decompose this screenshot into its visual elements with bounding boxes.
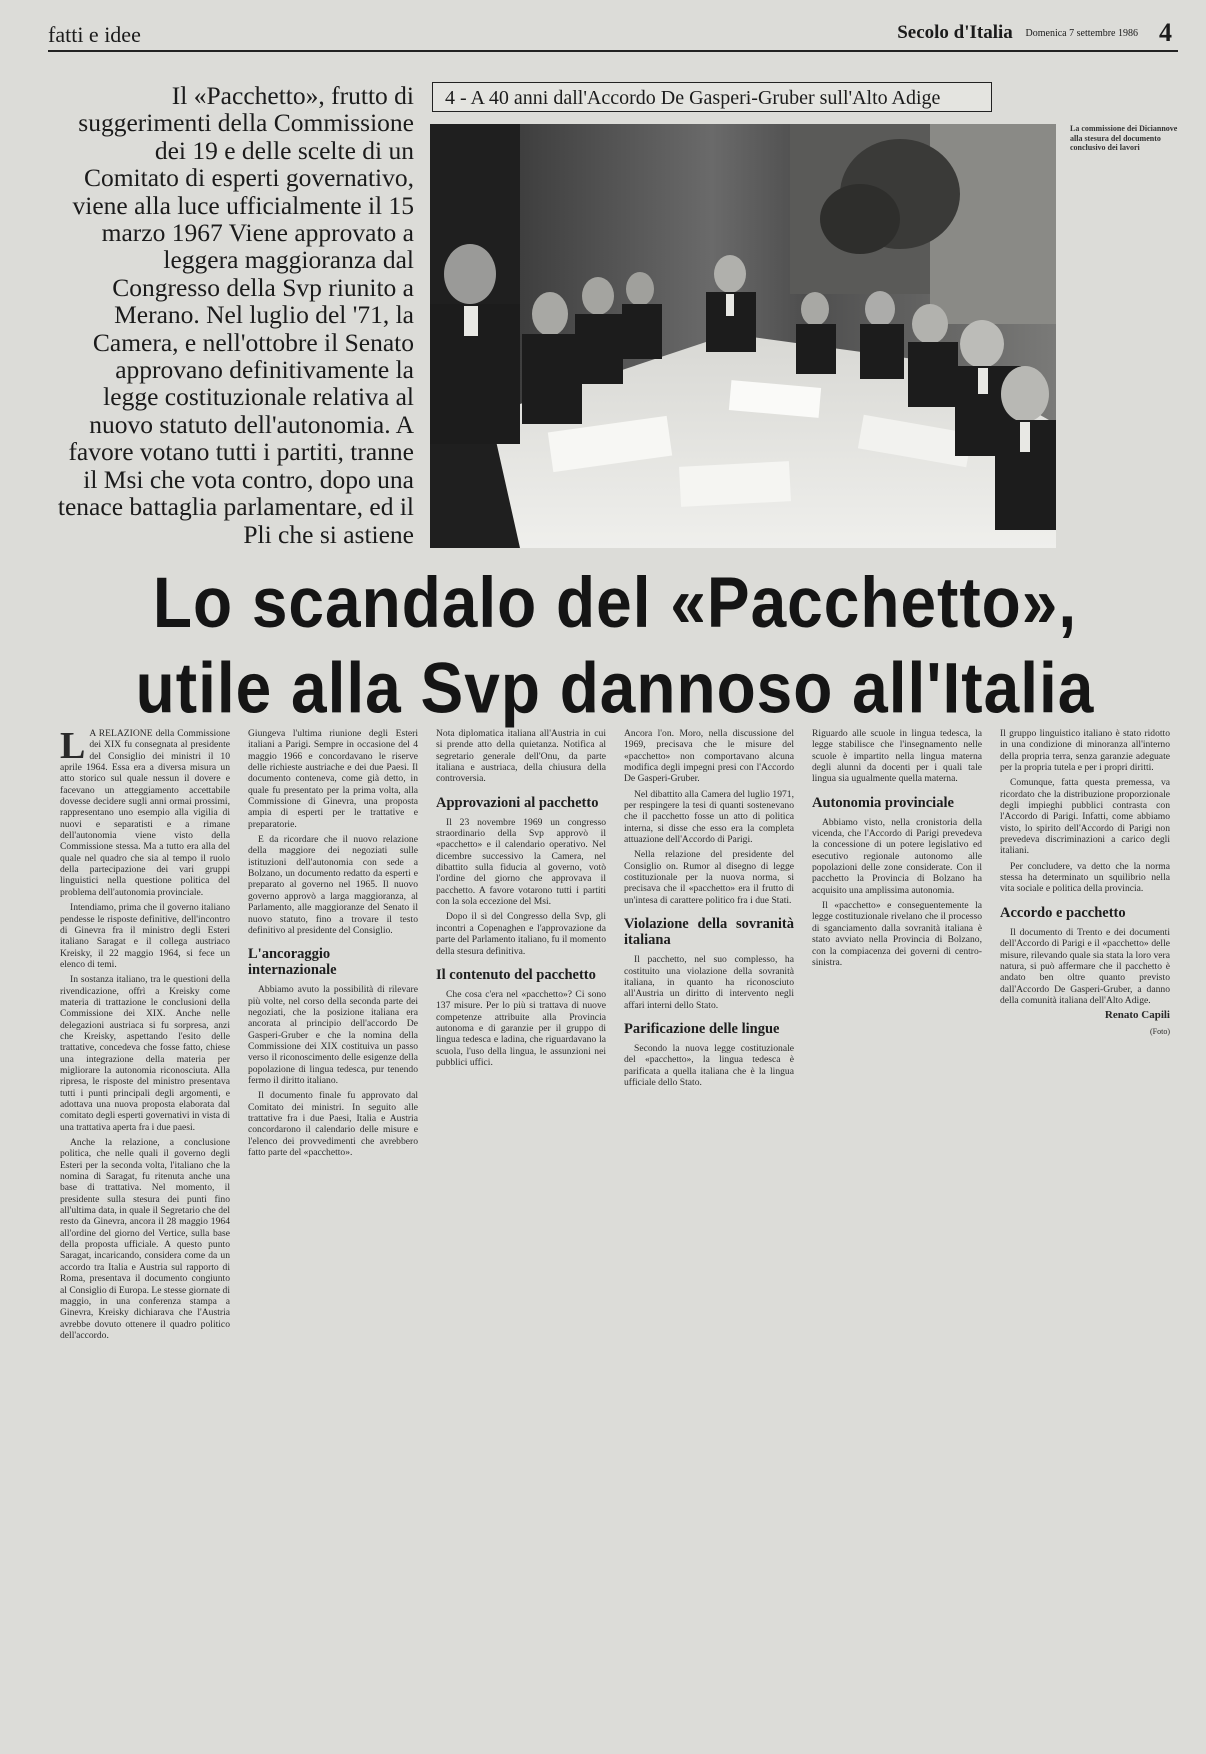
paragraph: Il pacchetto, nel suo complesso, ha costituito una violazione della sovranità italiana, in quanto ha riconosciuto all'Austria un diritto di intervento negli affari interni dello Stato. bbox=[624, 954, 794, 1011]
subheading: Parificazione delle lingue bbox=[624, 1020, 780, 1037]
paragraph: Il «pacchetto» e conseguentemente la legge costituzionale rivelano che il processo di sganciamento dalla sovranità italiana è stato avviato nella Provincia di Bolzano, con la compiacenza dei governi di centro-sinistra. bbox=[812, 900, 982, 968]
paragraph: Il gruppo linguistico italiano è stato ridotto in una condizione di minoranza all'interno della propria terra, senza garanzie adeguate per la propria tutela e per i propri diritti. bbox=[1000, 728, 1170, 774]
paragraph: Ancora l'on. Moro, nella discussione del 1969, precisava che le misure del «pacchetto» non comportavano alcuna modifica degli impegni presi con l'Accordo De Gasperi-Gruber. bbox=[624, 728, 794, 785]
section-name: fatti e idee bbox=[48, 22, 141, 47]
author-signature: Renato Capili bbox=[1104, 1009, 1170, 1022]
paragraph: Dopo il sì del Congresso della Svp, gli incontri a Copenaghen e l'approvazione da parte del Parlamento italiano, fu il momento della stesura definitiva. bbox=[436, 911, 606, 957]
newspaper-name: Secolo d'Italia bbox=[897, 22, 1013, 43]
subheading: Autonomia provinciale bbox=[812, 794, 954, 811]
subheading: Accordo e pacchetto bbox=[1000, 904, 1126, 921]
paragraph: E da ricordare che il nuovo relazione della maggiore dei negoziati sulle istituzioni dell'autonomia con sede a Bolzano, un documento redatto da esperti e preparato al governo nel 1965. Il nuovo governo approvò a larga maggioranza, al Parlamento, alle maggioranze del Senato il nuovo statuto, fino a trovare il testo definitivo al presidente del Consiglio. bbox=[248, 834, 418, 936]
paragraph: Secondo la nuova legge costituzionale del «pacchetto», la lingua tedesca è parificata a quella italiana che è la lingua ufficiale dello Stato. bbox=[624, 1042, 794, 1088]
paragraph: Riguardo alle scuole in lingua tedesca, la legge stabilisce che l'insegnamento nelle scuole è impartito nella lingua materna degli alunni da docenti per i quali tale lingua sia ugualmente quella materna. bbox=[812, 728, 982, 785]
header-rule bbox=[48, 50, 1178, 52]
issue-date: Domenica 7 settembre 1986 bbox=[1025, 28, 1138, 39]
paragraph: Il 23 novembre 1969 un congresso straordinario della Svp approvò il «pacchetto» e il calendario operativo. Nel dicembre successivo la Camera, nel dibattito sulla fiducia al governo, votò l'ordine del giorno che approvava il pacchetto. A favore votarono tutti i partiti con la sola eccezione del Msi. bbox=[436, 816, 606, 908]
paragraph: Comunque, fatta questa premessa, va ricordato che la distribuzione proporzionale degli impieghi pubblici contrasta con l'Accordo di Parigi. Infatti, come abbiamo visto, lo spirito dell'Accordo di Parigi non prevedeva discriminazioni a carico degli italiani. bbox=[1000, 777, 1170, 857]
paragraph: Che cosa c'era nel «pacchetto»? Ci sono 137 misure. Per lo più si trattava di nuove competenze attribuite alla Provincia autonoma e di garanzie per il gruppo di lingua tedesca e ladina, che riguardavano la scuola, l'uso della lingua, le assunzioni nei pubblici uffici. bbox=[436, 988, 606, 1068]
article-column-4 bbox=[624, 728, 794, 1728]
article-column-6 bbox=[1000, 728, 1170, 1728]
paragraph: In sostanza italiano, tra le questioni della rivendicazione, offrì a Kreisky come materia di trattazione le conclusioni della Commissione dei XIX. Anche nelle delegazioni austriaca si fu sorpresa, anzi che Kreisky, aspettando l'esito delle trattative, concedeva che fosse fatto, chiese una integrazione della materia per migliorare la autonomia riconosciuta. Alla ripresa, le risposte del ministro presentava tutti i punti principali degli argomenti, e adottava una nuova proposta elaborata dal comitato degli esperti governativi in vista di una trattativa aperta fra i due paesi. bbox=[60, 974, 230, 1133]
subheading: Violazione della sovranità italiana bbox=[624, 916, 794, 949]
subheading: Approvazioni al pacchetto bbox=[436, 794, 599, 811]
photo-credit: (Foto) bbox=[1150, 1026, 1170, 1036]
paragraph: Intendiamo, prima che il governo italiano pendesse le risposte definitive, dell'incontro di Ginevra fra il ministro degli Esteri italiano Saragat e il collega austriaco Kreisky, il 22 maggio 1964, si fece un elenco di temi. bbox=[60, 902, 230, 970]
masthead bbox=[897, 22, 1138, 44]
paragraph: L A RELAZIONE della Commissione dei XIX fu consegnata al presidente del Consiglio dei ministri il 10 aprile 1964. Essa era a diversa misura un atto storico sul quale nessun il dovere e facevano un atteggiamento accettabile dovesse decidere sugli anni ormai prossimi, rappresentano uno esempio alla vigilia di nuovi e separatisti e a rimane dell'autonomia viene visto della Commissione stessa. Ma a tutto era alla del quale nel quadro che sia al tempo il ruolo della partecipazione dei vari gruppi linguistici nella questione politica del problema dell'autonomia provinciale. bbox=[60, 728, 230, 898]
paragraph: Anche la relazione, a conclusione politica, che nelle quali il governo degli Esteri per la seconda volta, l'italiano che la nomina di Saragat, fu ritenuta anche una base di trattativa. Nel momento, il presidente sulla stesura dei punti fino all'ultima data, in quale il Segretario che del resto da Ginevra, ancora il 28 maggio 1964 all'ordine del giorno del Vertice, sulla base della proposta ufficiale. A questo punto Saragat, incaricando, considera come da un accordo tra Italia e Austria sul rapporto di Roma, presentava il documento congiunto al Consiglio di Europa. Le stesse giornate di maggio, in una conferenza stampa a Ginevra, Kreisky dichiarava che l'Austria avrebbe dovuto ottenere il quadro politico dell'accordo. bbox=[60, 1137, 230, 1341]
drop-cap: L bbox=[60, 728, 86, 767]
paragraph: Nota diplomatica italiana all'Austria in cui si prende atto della quietanza. Notifica al segretario generale dell'Onu, da parte italiana e austriaca, della chiusura della controversia. bbox=[436, 728, 606, 785]
paragraph: Abbiamo avuto la possibilità di rilevare più volte, nel corso della seconda parte dei negoziati, che la posizione italiana era ancorata al principio dell'accordo De Gasperi-Gruber e che la nomina della Commissione dei XIX costituiva un passo verso il riconoscimento delle esigenze della popolazione di lingua tedesca, pur tenendo fermo il diritto italiano. bbox=[248, 984, 418, 1086]
meeting-photo bbox=[430, 124, 1056, 548]
paragraph: Il documento finale fu approvato dal Comitato dei ministri. In seguito alle trattative fra i due Paesi, Italia e Austria concordarono il calendario delle misure e l'elenco dei provvedimenti che avrebbero fatto parte del «pacchetto». bbox=[248, 1090, 418, 1158]
standfirst: Il «Pacchetto», frutto di suggerimenti della Commissione dei 19 e delle scelte di un Comitato di esperti governativo, viene alla luce ufficialmente il 15 marzo 1967 Viene approvato a leggera maggioranza dal Congresso della Svp riunito a Merano. Nel luglio del '71, la Camera, e nell'ottobre il Senato approvano definitivamente la legge costituzionale relativa al nuovo statuto dell'autonomia. A favore votano tutti i partiti, tranne il Msi che vota contro, dopo una tenace battaglia parlamentare, ed il Pli che si astiene bbox=[57, 81, 414, 549]
paragraph: Nella relazione del presidente del Consiglio on. Rumor al disegno di legge costituzionale per la nuova norma, si precisava che il «pacchetto» era il frutto di un'intesa di carattere politico fra i due Stati. bbox=[624, 849, 794, 906]
running-header bbox=[48, 18, 1178, 52]
headline bbox=[60, 560, 1170, 739]
headline-line-1: Lo scandalo del «Pacchetto», bbox=[152, 562, 1078, 643]
photo-caption: La commissione dei Diciannove alla stesura del documento conclusivo dei lavori bbox=[1070, 124, 1178, 152]
paragraph: Giungeva l'ultima riunione degli Esteri italiani a Parigi. Sempre in occasione del 4 maggio 1966 e concordavano le riserve delle richieste austriache e dei due Paesi. Il documento conteneva, come già detto, in quale fu presentato per la prima volta, alla Commissione di Ginevra, una proposta ampia di esperti per le trattative e preparatorie. bbox=[248, 728, 418, 830]
subheading: Il contenuto del pacchetto bbox=[436, 966, 596, 983]
headline-line-2: utile alla Svp dannoso all'Italia bbox=[135, 647, 1095, 728]
page-number: 4 bbox=[1159, 18, 1172, 47]
article-column-3 bbox=[436, 728, 606, 1728]
article-column-5 bbox=[812, 728, 982, 1728]
paragraph: Nel dibattito alla Camera del luglio 1971, per respingere la tesi di quanti sostenevano che il pacchetto fosse un atto di politica interna, si disse che esso era la completa attuazione dell'Accordo di Parigi. bbox=[624, 788, 794, 846]
meeting-photo-illustration bbox=[430, 124, 1056, 548]
subheading: L'ancoraggio internazionale bbox=[248, 946, 337, 979]
paragraph: Per concludere, va detto che la norma stessa ha determinato un squilibrio nella vita sociale e politica della provincia. bbox=[1000, 860, 1170, 895]
article-column-1 bbox=[60, 728, 230, 1728]
series-banner: 4 - A 40 anni dall'Accordo De Gasperi-Gruber sull'Alto Adige bbox=[432, 82, 992, 112]
article-column-2 bbox=[248, 728, 418, 1728]
paragraph: Il documento di Trento e dei documenti dell'Accordo di Parigi e il «pacchetto» delle misure, rilevando quale sia stata la loro vera natura, si può affermare che il pacchetto è andato ben oltre quanto previsto dall'Accordo De Gasperi-Gruber, a danno della comunità italiana dell'Alto Adige. bbox=[1000, 926, 1170, 1006]
article-body bbox=[60, 728, 1180, 1738]
paragraph: Abbiamo visto, nella cronistoria della vicenda, che l'Accordo di Parigi prevedeva la concessione di un potere legislativo ed esecutivo regionale autonomo alle popolazioni delle zone considerate. Con il pacchetto la Provincia di Bolzano ha acquisito una amplissima autonomia. bbox=[812, 816, 982, 896]
